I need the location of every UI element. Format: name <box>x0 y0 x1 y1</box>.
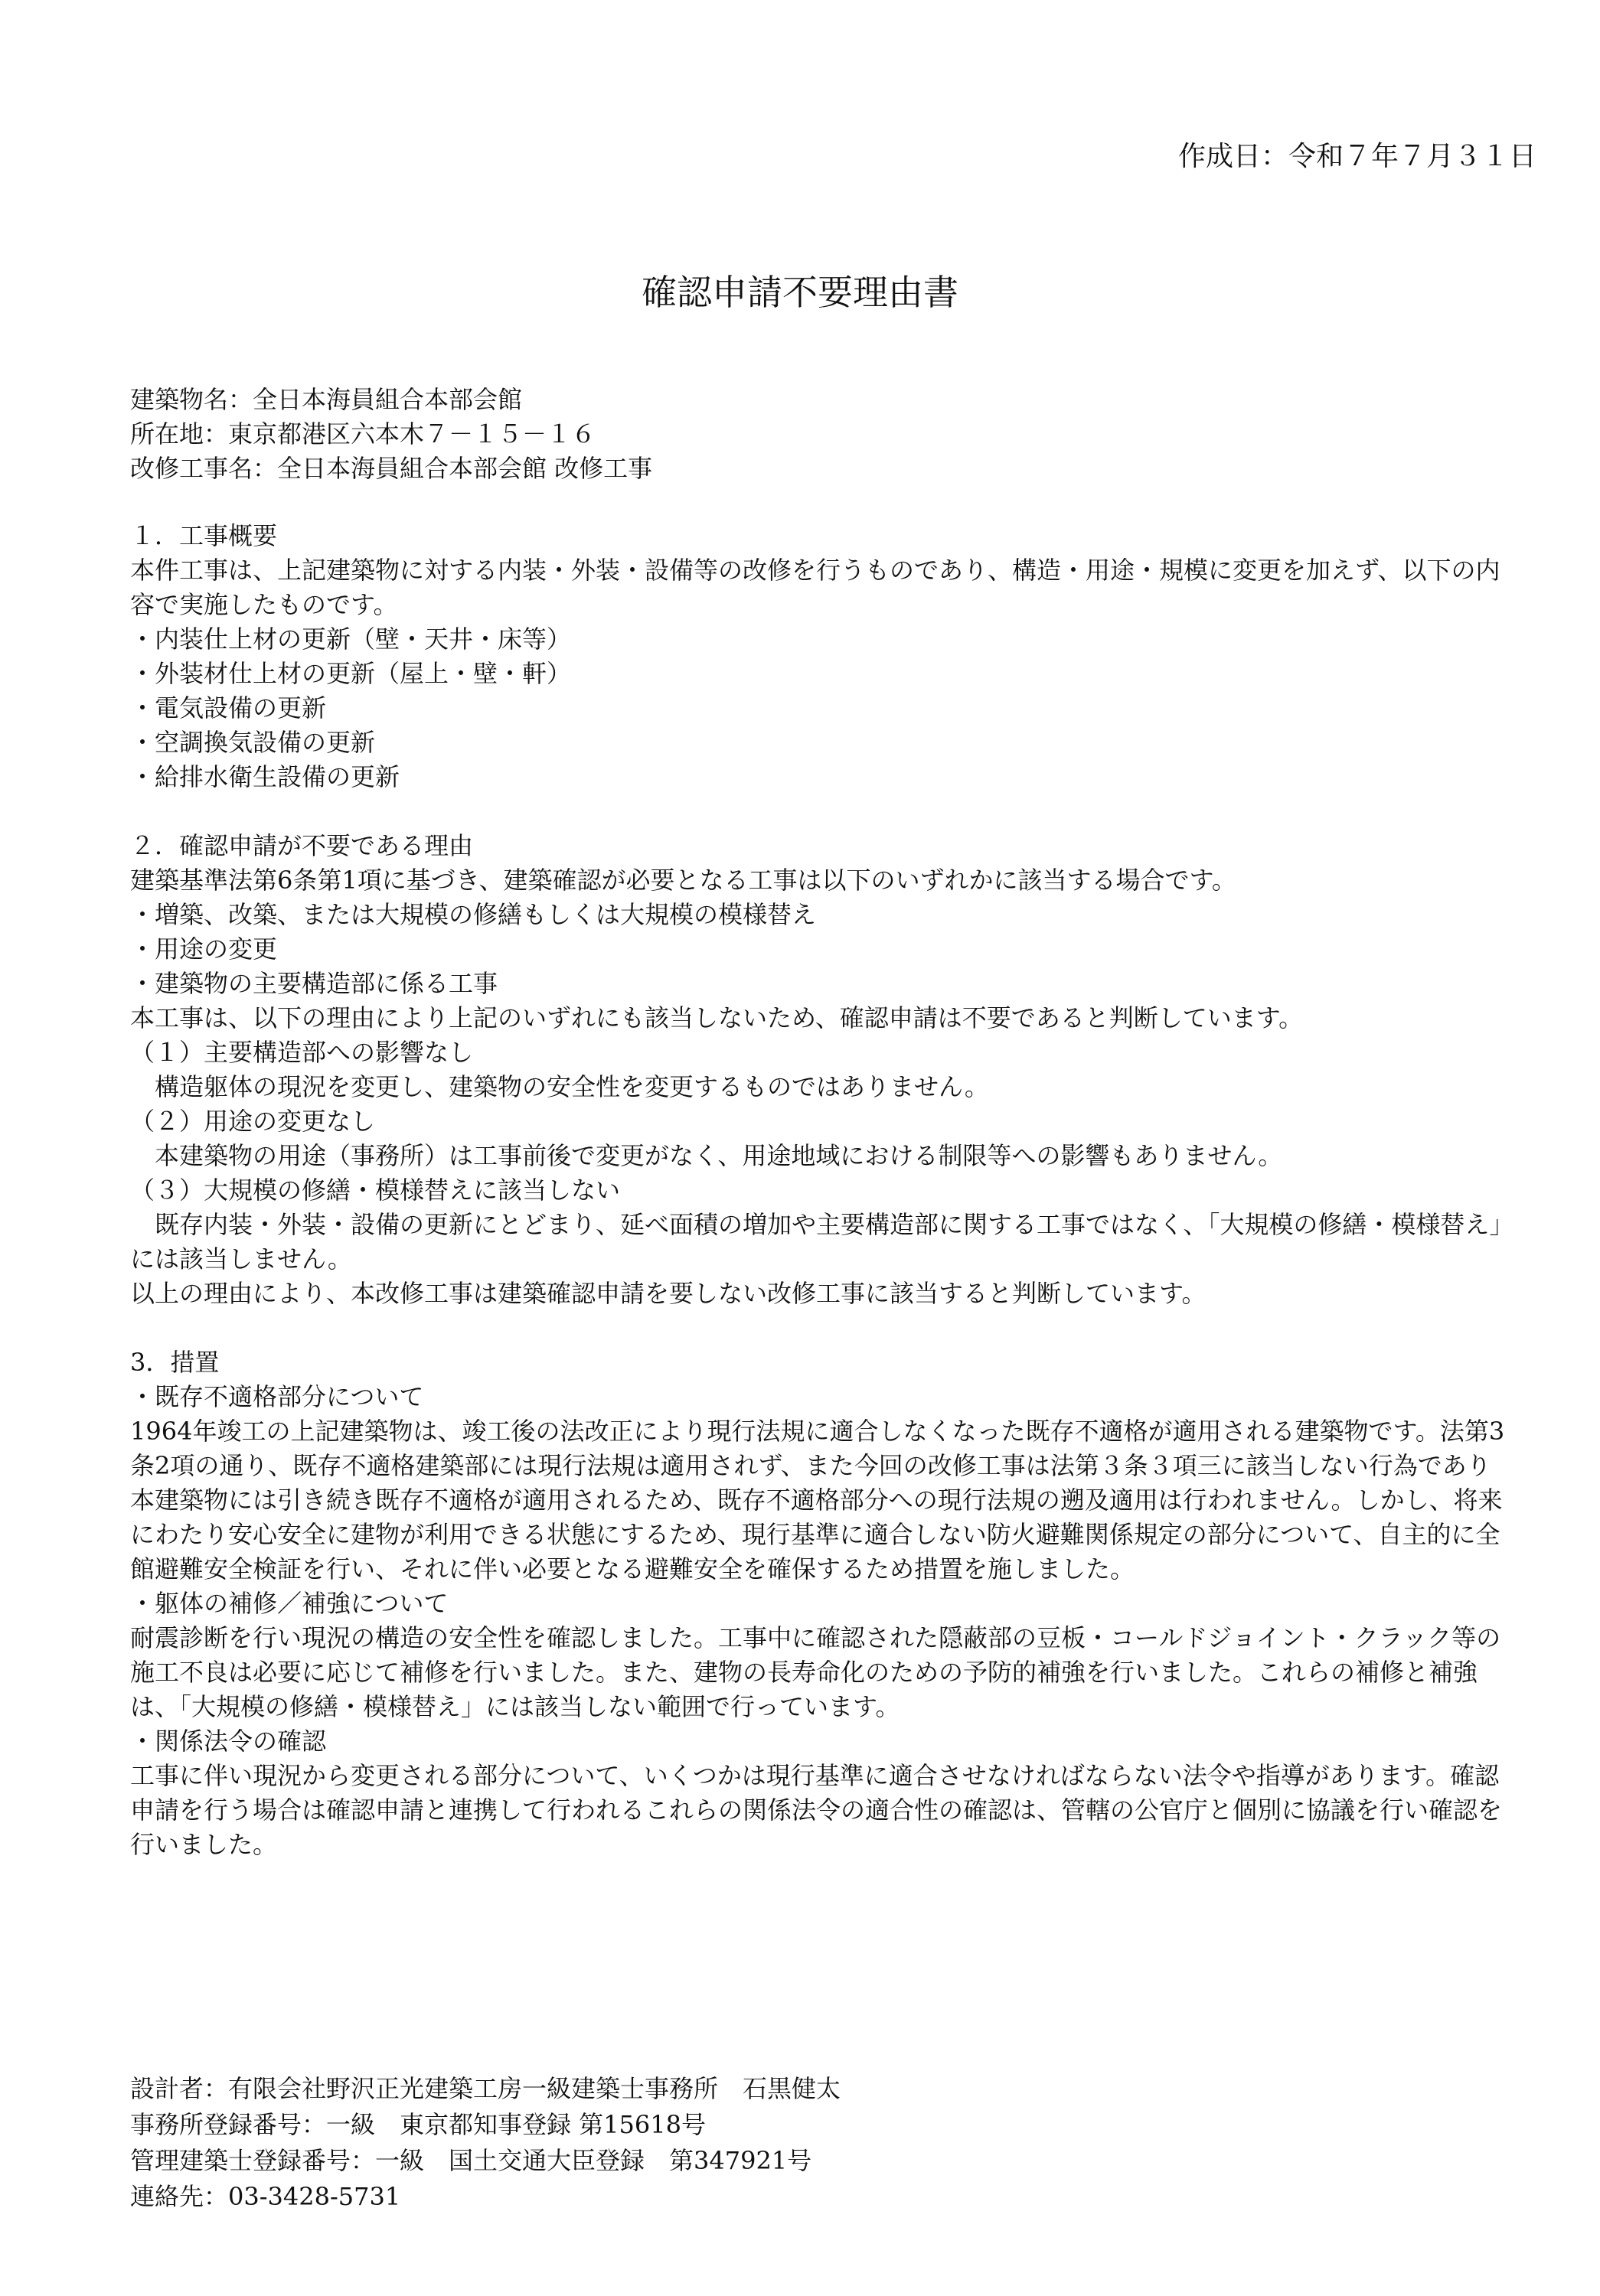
building-name: 建築物名：全日本海員組合本部会館 <box>130 385 523 414</box>
designer-name: 設計者：有限会社野沢正光建築工房一級建築士事務所 石黒健太 <box>130 2074 841 2103</box>
section3-sub1-text: 1964年竣工の上記建築物は、竣工後の法改正により現行法規に適合しなくなった既存不適格が適用される建築物です。法第3条2項の通り、既存不適格建築部には現行法規は適用されず、また今回の改修工事は法第３条３項三に該当しない行為であり本建築物には引き続き既存不適格が適用されるため、既存不適格部分への現行法規の遡及適用は行われません。しかし、将来にわたり安心安全に建物が利用できる状態にするため、現行基準に適合しない防火避難関係規定の部分について、自主的に全館避難安全検証を行い、それに伴い必要となる避難安全を確保するため措置を施しました。 <box>130 1417 1505 1583</box>
section1-item: ・電気設備の更新 <box>130 693 327 722</box>
reason3-heading: （３）大規模の修繕・模様替えに該当しない <box>130 1176 621 1205</box>
section1-item: ・内装仕上材の更新（壁・天井・床等） <box>130 625 572 654</box>
section2-item: ・用途の変更 <box>130 934 278 964</box>
section2-intro: 建築基準法第6条第1項に基づき、建築確認が必要となる工事は以下のいずれかに該当する場合です。 <box>130 866 1236 895</box>
document-title: 確認申請不要理由書 <box>642 272 958 313</box>
section3-sub2-heading: ・躯体の補修／補強について <box>130 1589 449 1618</box>
section2-heading: ２．確認申請が不要である理由 <box>130 831 474 860</box>
section1-intro: 本件工事は、上記建築物に対する内装・外装・設備等の改修を行うものであり、構造・用途・規模に変更を加えず、以下の内容で実施したものです。 <box>130 556 1500 619</box>
section3-heading: 3．措置 <box>130 1348 220 1377</box>
reason2-heading: （２）用途の変更なし <box>130 1107 376 1136</box>
section1-heading: １．工事概要 <box>130 521 278 550</box>
reason1-heading: （１）主要構造部への影響なし <box>130 1038 474 1067</box>
building-location: 所在地：東京都港区六本木７－１５－１６ <box>130 419 596 448</box>
section3-sub3-text: 工事に伴い現況から変更される部分について、いくつかは現行基準に適合させなければならない法令や指導があります。確認申請を行う場合は確認申請と連携して行われるこれらの関係法令の適合性の確認は、管轄の公官庁と個別に協議を行い確認を行いました。 <box>130 1761 1503 1859</box>
section2-item: ・建築物の主要構造部に係る工事 <box>130 969 498 998</box>
spacer <box>130 794 1508 829</box>
document-body <box>130 519 1508 1862</box>
creation-date: 作成日：令和７年７月３１日 <box>1177 141 1536 172</box>
contact-info: 連絡先：03-3428-5731 <box>130 2182 401 2211</box>
section1-item: ・空調換気設備の更新 <box>130 728 376 757</box>
section3-sub1-heading: ・既存不適格部分について <box>130 1382 424 1411</box>
reason2-text: 本建築物の用途（事務所）は工事前後で変更がなく、用途地域における制限等への影響もありません。 <box>130 1141 1283 1170</box>
section2-item: ・増築、改築、または大規模の修繕もしくは大規模の模様替え <box>130 900 817 929</box>
building-info <box>130 383 1508 486</box>
reason3-text: 既存内装・外装・設備の更新にとどまり、延べ面積の増加や主要構造部に関する工事ではなく、「大規模の修繕・模様替え」には該当しません。 <box>130 1210 1502 1274</box>
architect-registration: 管理建築士登録番号：一級 国土交通大臣登録 第347921号 <box>130 2146 812 2175</box>
section1-item: ・外装材仕上材の更新（屋上・壁・軒） <box>130 659 572 688</box>
work-name: 改修工事名：全日本海員組合本部会館 改修工事 <box>130 454 653 483</box>
designer-info <box>130 2071 1508 2215</box>
section3-sub3-heading: ・関係法令の確認 <box>130 1727 327 1756</box>
section2-conclusion: 以上の理由により、本改修工事は建築確認申請を要しない改修工事に該当すると判断しています。 <box>130 1279 1207 1308</box>
section3-sub2-text: 耐震診断を行い現況の構造の安全性を確認しました。工事中に確認された隠蔽部の豆板・コールドジョイント・クラック等の施工不良は必要に応じて補修を行いました。また、建物の長寿命化のための予防的補強を行いました。これらの補修と補強は、「大規模の修繕・模様替え」には該当しない範囲で行っています。 <box>130 1623 1501 1721</box>
reason1-text: 構造躯体の現況を変更し、建築物の安全性を変更するものではありません。 <box>130 1072 989 1101</box>
section2-judgement: 本工事は、以下の理由により上記のいずれにも該当しないため、確認申請は不要であると判断しています。 <box>130 1003 1304 1032</box>
section1-item: ・給排水衛生設備の更新 <box>130 762 400 791</box>
spacer <box>130 1311 1508 1345</box>
office-registration: 事務所登録番号：一級 東京都知事登録 第15618号 <box>130 2110 706 2139</box>
